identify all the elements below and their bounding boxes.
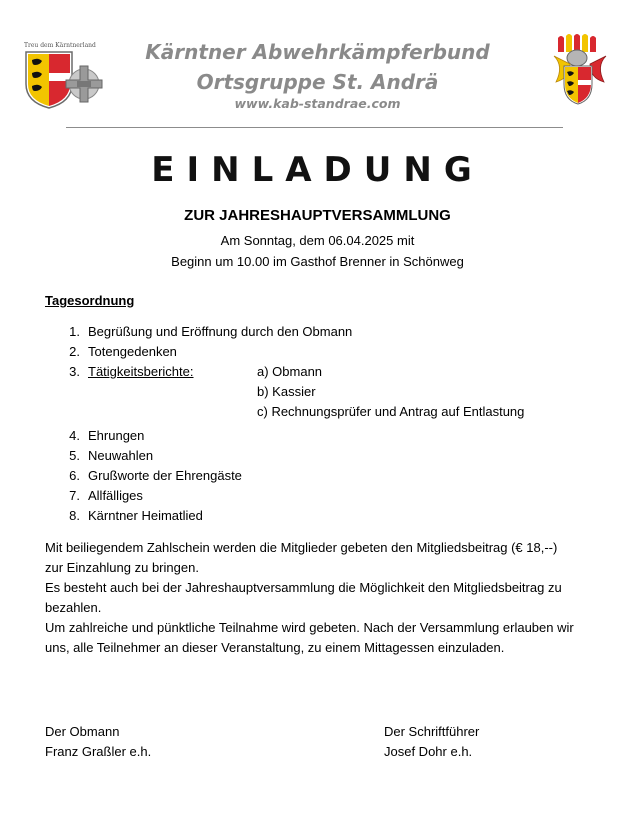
body-text: [45, 538, 605, 658]
agenda-item-number: 1.: [69, 324, 80, 339]
agenda-subitem-row: [60, 404, 580, 424]
agenda-item-text: Totengedenken: [88, 344, 177, 359]
signature-name: Franz Graßler e.h.: [45, 744, 152, 759]
agenda-item-number: 2.: [69, 344, 80, 359]
signature-role: Der Schriftführer: [384, 724, 480, 739]
header-divider: [66, 127, 563, 128]
body-line: Um zahlreiche und pünktliche Teilnahme wird gebeten. Nach der Versammlung erlauben wir: [45, 620, 574, 635]
body-line: zur Einzahlung zu bringen.: [45, 560, 199, 575]
agenda-item-number: 7.: [69, 488, 80, 503]
agenda-item-text: Tätigkeitsberichte:: [88, 364, 194, 379]
body-line: uns, alle Teilnehmer an dieser Veranstaltung, zu einem Mittagessen einzuladen.: [45, 640, 505, 655]
branch-name: Ortsgruppe St. Andrä: [196, 70, 439, 94]
agenda-item: [60, 448, 580, 468]
agenda-subitem: a) Obmann: [257, 364, 323, 379]
agenda-item: [60, 364, 580, 384]
date-line: Am Sonntag, dem 06.04.2025 mit: [220, 233, 415, 248]
kab-logo: [22, 40, 108, 110]
agenda-item-number: 8.: [69, 508, 80, 523]
body-line: bezahlen.: [45, 600, 102, 615]
signature-role: Der Obmann: [45, 724, 120, 739]
agenda-item-number: 4.: [69, 428, 80, 443]
document-subtitle: ZUR JAHRESHAUPTVERSAMMLUNG: [184, 207, 451, 224]
logo-caption: Treu dem Kärntnerland: [24, 42, 96, 49]
agenda-item-text: Allfälliges: [88, 488, 143, 503]
agenda-subitem-row: [60, 384, 580, 404]
signature-left: [45, 722, 151, 762]
agenda-heading: Tagesordnung: [45, 293, 135, 308]
agenda-item-number: 3.: [69, 364, 80, 379]
agenda-subitem: c) Rechnungsprüfer und Antrag auf Entlastung: [257, 404, 525, 419]
agenda-item-text: Ehrungen: [88, 428, 145, 443]
agenda-item: [60, 344, 580, 364]
document-title: EINLADUNG: [151, 150, 484, 190]
agenda-item-number: 6.: [69, 468, 80, 483]
agenda-item-text: Neuwahlen: [88, 448, 154, 463]
location-line: Beginn um 10.00 im Gasthof Brenner in Schönweg: [171, 254, 464, 269]
agenda-item: [60, 428, 580, 448]
signature-right: [384, 722, 479, 762]
crest-icon: [550, 34, 610, 106]
agenda-item: [60, 324, 580, 344]
agenda-item: [60, 508, 580, 528]
agenda-item-text: Kärntner Heimatlied: [88, 508, 203, 523]
website: www.kab-standrae.com: [234, 96, 401, 111]
agenda-item-text: Begrüßung und Eröffnung durch den Obmann: [88, 324, 353, 339]
agenda-list: [60, 324, 580, 528]
agenda-item-text: Grußworte der Ehrengäste: [88, 468, 242, 483]
agenda-item-number: 5.: [69, 448, 80, 463]
agenda-item: [60, 468, 580, 488]
agenda-item: [60, 488, 580, 508]
body-line: Mit beiliegendem Zahlschein werden die Mitglieder gebeten den Mitgliedsbeitrag (€ 18,--): [45, 540, 558, 555]
org-name: Kärntner Abwehrkämpferbund: [145, 40, 490, 64]
agenda-subitem: b) Kassier: [257, 384, 316, 399]
body-line: Es besteht auch bei der Jahreshauptversammlung die Möglichkeit den Mitgliedsbeitrag zu: [45, 580, 562, 595]
signature-name: Josef Dohr e.h.: [384, 744, 473, 759]
